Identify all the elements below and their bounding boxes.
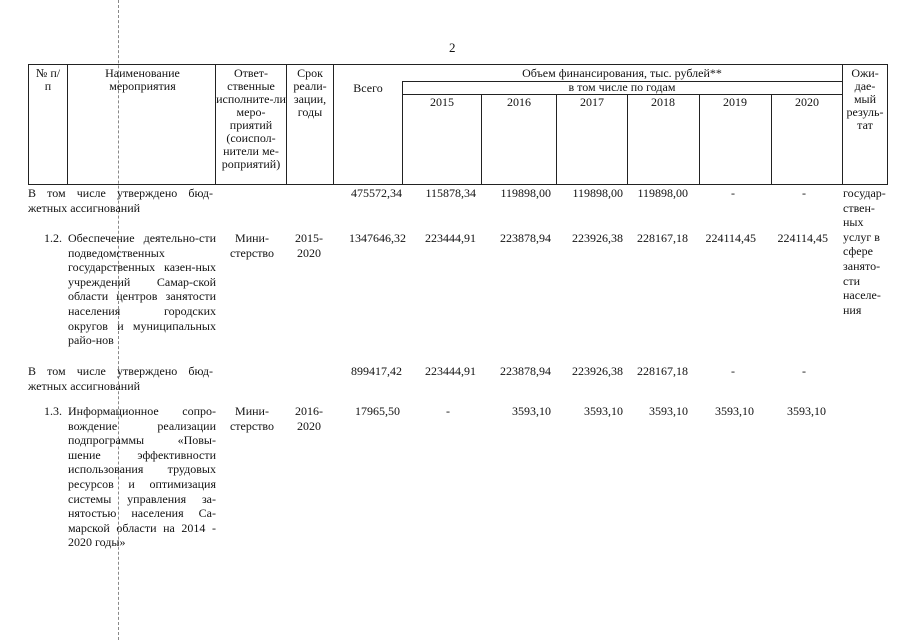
row-value-2018: 3593,10 — [649, 404, 688, 418]
row-value-2019: 3593,10 — [715, 404, 754, 418]
table-top-border — [28, 64, 888, 65]
row-value-2016: 3593,10 — [512, 404, 551, 418]
row-value-2020: 3593,10 — [787, 404, 826, 418]
row-value-2020: - — [802, 186, 806, 200]
row-responsible: Мини-стерство — [229, 231, 275, 260]
row-term: 2016-2020 — [295, 404, 323, 433]
header-year: 2015 — [430, 95, 454, 109]
header-responsible: Ответ-ственные исполните-ли меро-приятий (соиспол-нители ме-роприятий) — [216, 66, 286, 171]
row-total: 899417,42 — [351, 364, 402, 378]
row-term: 2015-2020 — [295, 231, 323, 260]
row-num: 1.3. — [44, 404, 62, 418]
row-value-2017: 119898,00 — [572, 186, 623, 200]
row-value-2017: 223926,38 — [572, 364, 623, 378]
row-total: 17965,50 — [355, 404, 400, 418]
col-divider — [28, 64, 29, 185]
header-term: Срок реали-зации, годы — [293, 66, 327, 119]
row-value-2019: - — [731, 364, 735, 378]
page-number: 2 — [449, 40, 456, 55]
row-value-2016: 119898,00 — [500, 186, 551, 200]
row-value-2020: 224114,45 — [777, 231, 828, 245]
header-num: № п/п — [35, 66, 61, 93]
row-responsible: Мини-стерство — [229, 404, 275, 433]
row-value-2015: 115878,34 — [425, 186, 476, 200]
row-total: 475572,34 — [351, 186, 402, 200]
row-value-2019: - — [731, 186, 735, 200]
header-total: Всего — [353, 81, 383, 95]
col-divider — [286, 64, 287, 185]
row-value-2015: 223444,91 — [425, 231, 476, 245]
row-value-2018: 119898,00 — [637, 186, 688, 200]
header-result: Ожи-дае-мый резуль-тат — [846, 66, 884, 132]
row-value-2015: 223444,91 — [425, 364, 476, 378]
col-divider — [402, 81, 403, 185]
header-bottom-border — [28, 184, 888, 185]
header-by-years: в том числе по годам — [568, 80, 676, 94]
row-name: Информационное сопро-вождение реализации подпрограммы «Повы-шение эффективности использования трудовых ресурсов и оптимизация системы управления за-нятостью населения Са-марской области на 2014 - 2020 годы» — [68, 404, 216, 550]
row-value-2020: - — [802, 364, 806, 378]
row-value-2015: - — [446, 404, 450, 418]
header-year: 2018 — [651, 95, 675, 109]
row-value-2018: 228167,18 — [637, 231, 688, 245]
col-divider — [67, 64, 68, 185]
row-value-2016: 223878,94 — [500, 364, 551, 378]
row-num: 1.2. — [44, 231, 62, 245]
col-divider — [887, 64, 888, 185]
header-name: Наименование мероприятия — [105, 66, 180, 93]
row-label: В том числе утверждено бюд-жетных ассигнований — [28, 186, 213, 215]
header-year: 2020 — [795, 95, 819, 109]
col-divider — [842, 64, 843, 185]
years-row-border — [402, 94, 842, 95]
header-year: 2016 — [507, 95, 531, 109]
header-year: 2019 — [723, 95, 747, 109]
header-funding: Объем финансирования, тыс. рублей** — [522, 66, 722, 80]
header-year: 2017 — [580, 95, 604, 109]
row-value-2017: 3593,10 — [584, 404, 623, 418]
row-name: Обеспечение деятельно-сти подведомственных государственных казен-ных учреждений Самар-ской области центров занятости населения городских округов и муниципальных райо-нов — [68, 231, 216, 348]
row-value-2018: 228167,18 — [637, 364, 688, 378]
col-divider — [333, 64, 334, 185]
row-value-2016: 223878,94 — [500, 231, 551, 245]
row-result: государ-ствен-ных услуг в сфере занято-сти населе-ния — [843, 186, 886, 317]
row-value-2019: 224114,45 — [705, 231, 756, 245]
row-total: 1347646,32 — [349, 231, 406, 245]
row-label: В том числе утверждено бюд-жетных ассигнований — [28, 364, 213, 393]
row-value-2017: 223926,38 — [572, 231, 623, 245]
